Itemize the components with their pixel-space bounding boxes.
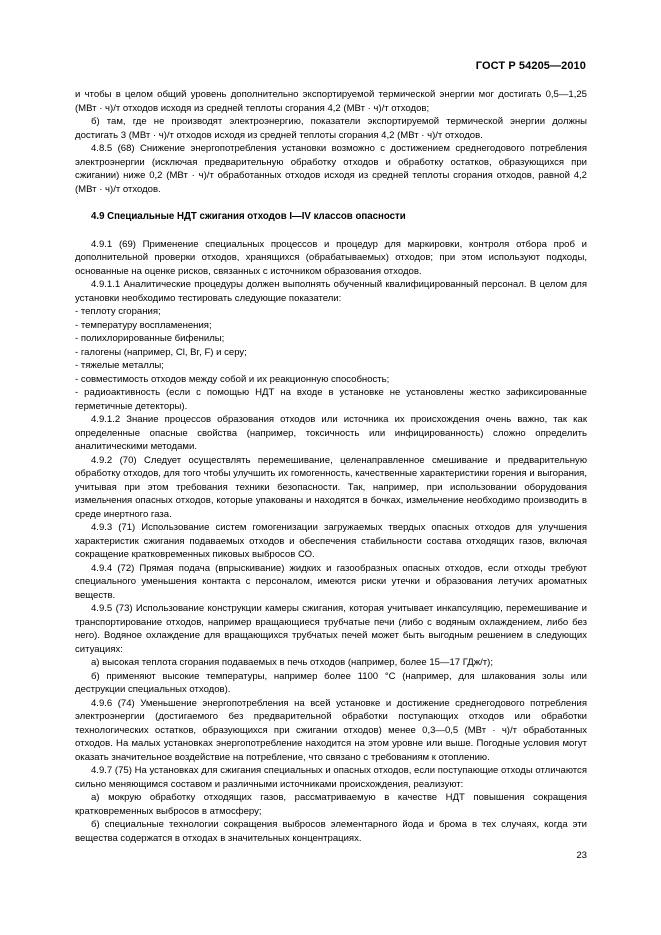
paragraph: а) мокрую обработку отходящих газов, рассматриваемую в качестве НДТ повышения сокращения кратковременных выбросов в атмосферу;	[75, 792, 587, 817]
paragraph: - тяжелые металлы;	[75, 360, 164, 371]
paragraph: 4.9.4 (72) Прямая подача (впрыскивание) жидких и газообразных опасных отходов, если отходы требуют специального уменьшения контакта с персоналом, имеются риски утечки и образования летучих ароматных веществ.	[75, 562, 587, 601]
document-header: ГОСТ Р 54205—2010	[475, 60, 586, 72]
paragraph: а) высокая теплота сгорания подаваемых в печь отходов (например, более 15—17 ГДж/т);	[91, 657, 493, 668]
page-number: 23	[576, 850, 587, 861]
paragraph: и чтобы в целом общий уровень дополнительно экспортируемой термической энергии мог достигать 0,5—1,25 (МВт · ч)/т отходов исходя из средней теплоты сгорания 4,2 (МВт · ч)/т отходов;	[75, 89, 587, 114]
paragraph: 4.9.3 (71) Использование систем гомогенизации загружаемых твердых опасных отходов для улучшения характеристик сжигания подаваемых отходов и обеспечения стабильности состава отходящих газов, включая сокращение кратковременных пиковых выбросов СО.	[75, 522, 587, 560]
paragraph: - теплоту сгорания;	[75, 306, 161, 317]
paragraph: б) применяют высокие температуры, например более 1100 °С (например, для шлакования золы или деструкции специальных отходов).	[75, 670, 587, 695]
paragraph: 4.8.5 (68) Снижение энергопотребления установки возможно с достижением среднегодового потребления электроэнергии (исключая предварительную обработку отходов и обработку остатков, образующихся при сжигании) ниже 0,2 (МВт · ч)/т обработанных отходов исходя из средней теплоты сгорания отходов, равной 4,2 (МВт · ч)/т отходов.	[75, 143, 587, 195]
paragraph: - температуру воспламенения;	[75, 319, 212, 331]
paragraph: 4.9.1.1 Аналитические процедуры должен выполнять обученный квалифицированный персонал. В целом для установки необходимо тестировать следующие показатели:	[75, 279, 587, 304]
paragraph: - галогены (например, Cl, Br, F) и серу;	[75, 346, 247, 358]
paragraphs-before	[75, 88, 587, 196]
paragraph: 4.9.5 (73) Использование конструкции камеры сжигания, которая учитывает инкапсуляцию, перемешивание и транспортирование отходов, например вращающиеся трубчатые печи (либо с водяным охлаждением, либо без него). Водяное охлаждение для вращающихся трубчатых печей может быть выгодным решением в следующих ситуациях:	[75, 603, 587, 655]
document-body	[75, 88, 587, 845]
paragraph: 4.9.6 (74) Уменьшение энергопотребления на всей установке и достижение среднегодового потребления электроэнергии (достигаемого без предварительной обработки поступающих отходов или обработки технологических остатков, образующихся при сжигании отходов) менее 0,3—0,5 (МВт · ч)/т обработанных отходов. На малых установках энергопотребление находится на этом уровне или выше. Погодные условия могут оказать значительное воздействие на потребление, что связано с требованиям к отоплению.	[75, 697, 587, 763]
paragraph: 4.9.7 (75) На установках для сжигания специальных и опасных отходов, если поступающие отходы отличаются сильно меняющимся составом и различными источниками происхождения, реализуют:	[75, 765, 587, 790]
paragraph: б) там, где не производят электроэнергию, показатели экспортируемой термической энергии должны достигать 3 (МВт · ч)/т отходов исходя из средней теплоты сгорания 4,2 (МВт · ч)/т отходов.	[75, 116, 587, 141]
paragraph: б) специальные технологии сокращения выбросов элементарного йода и брома в тех случаях, когда эти вещества содержатся в отходах в значительных концентрациях.	[75, 819, 587, 844]
paragraph: 4.9.1.2 Знание процессов образования отходов или источника их происхождения очень важно, так как определенные опасные свойства (например, токсичность или инфицированность) сложно определить аналитическими методами.	[75, 414, 587, 452]
paragraph: - полихлорированные бифенилы;	[75, 333, 225, 344]
paragraph: 4.9.2 (70) Следует осуществлять перемешивание, целенаправленное смешивание и предварительную обработку отходов, для того чтобы улучшить их гомогенность, качественные характеристики горения и выгорания, учитывая при этом требования техники безопасности. Так, например, при использовании оборудования измельчения опасных отходов, которые упакованы и находятся в бочках, измельчение необходимо производить в среде инертного газа.	[75, 454, 587, 520]
section-heading: 4.9 Специальные НДТ сжигания отходов I—IV классов опасности	[91, 211, 406, 222]
paragraph: 4.9.1 (69) Применение специальных процессов и процедур для маркировки, контроля отбора проб и дополнительной проверки отходов, хранящихся (обрабатываемых) отходов; при этом используют подходы, основанные на оценке рисков, связанных с источником образования отходов.	[75, 238, 587, 277]
paragraphs-after	[75, 238, 587, 846]
paragraph: - радиоактивность (если с помощью НДТ на входе в установке не установлены жестко зафиксированные герметичные детекторы).	[75, 387, 587, 412]
paragraph: - совместимость отходов между собой и их реакционную способность;	[75, 373, 390, 385]
